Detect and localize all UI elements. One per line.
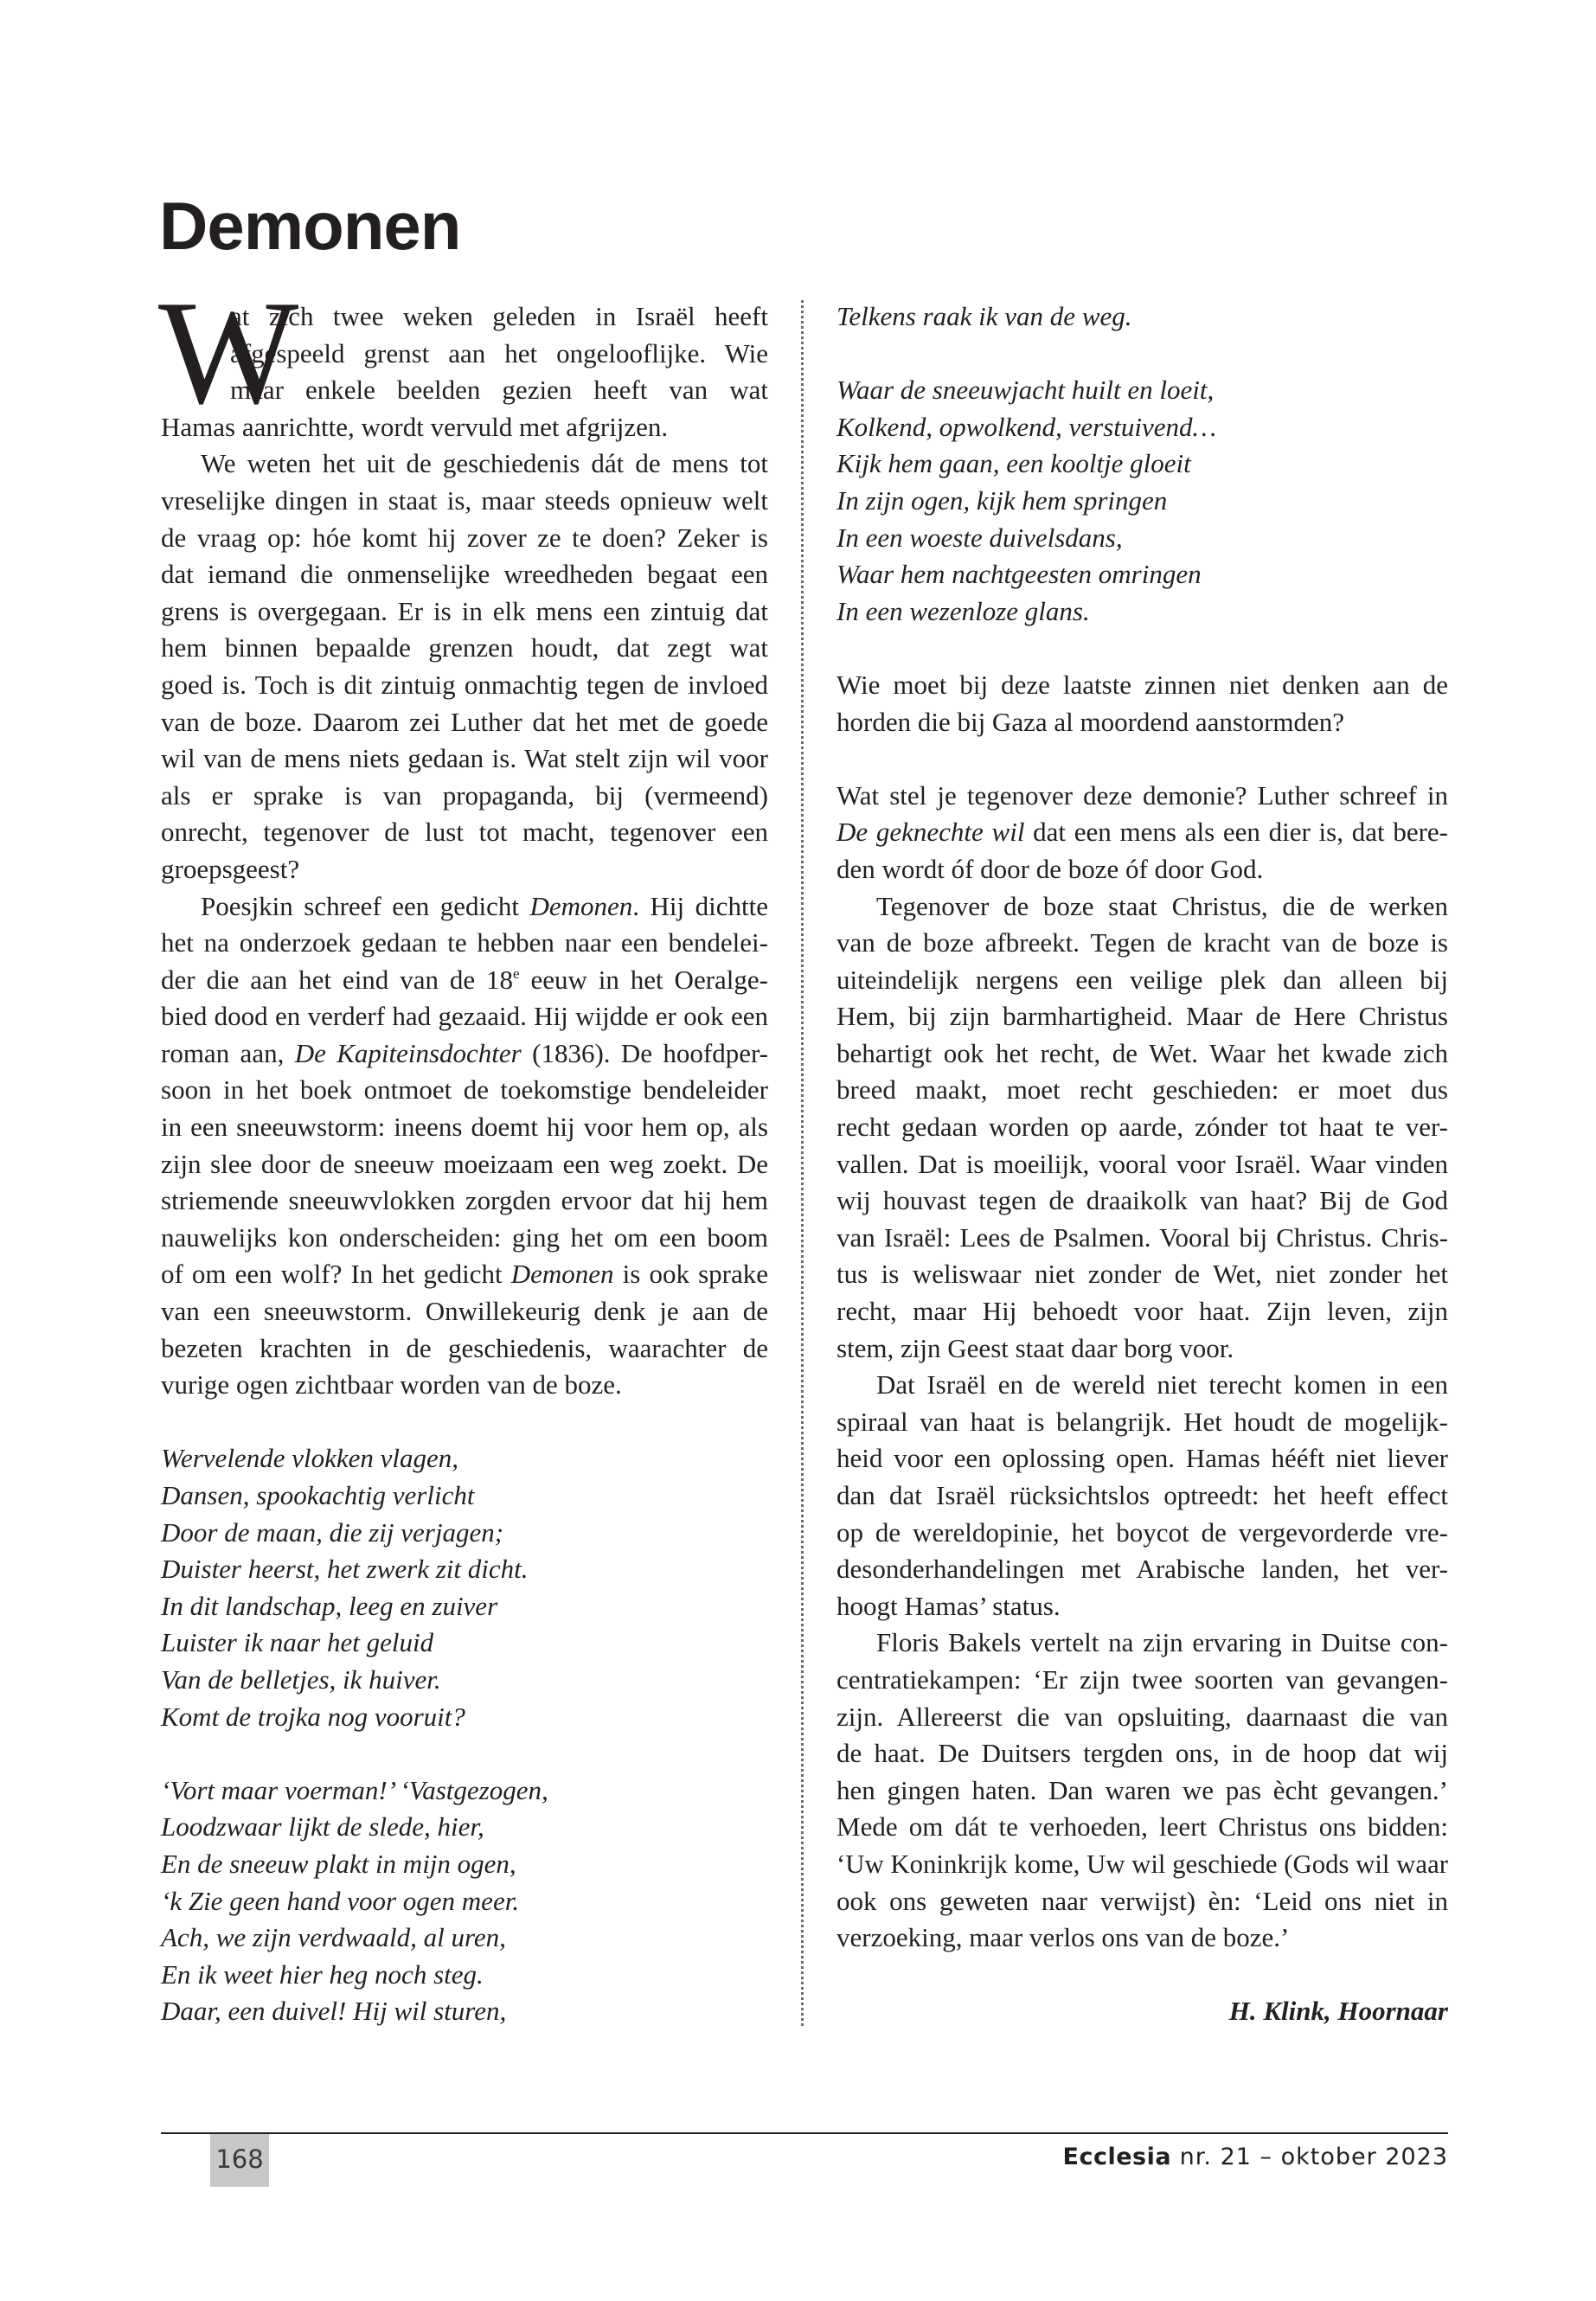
text-line: heid voor een oplossing open. Hamas hééft niet liever	[836, 1443, 1448, 1474]
italic-title: De Kapiteinsdochter	[294, 1037, 522, 1068]
text-line: de haat. De Duitsers tergden ons, in de hoop dat wij	[836, 1738, 1448, 1769]
text-segment: (1836). De hoofdper-	[521, 1037, 768, 1068]
magazine-name: Ecclesia	[1062, 2144, 1172, 2170]
text-line: van een sneeuwstorm. Onwillekeurig denk je aan de	[161, 1296, 768, 1327]
poem-line: Loodzwaar lijkt de slede, hier,	[161, 1811, 484, 1843]
text-line: van de boze afbreekt. Tegen de kracht van de boze is	[836, 927, 1448, 958]
blank-line	[161, 1404, 768, 1441]
poem-line: In zijn ogen, kijk hem springen	[836, 484, 1168, 516]
text-line: recht gedaan worden op aarde, zónder tot haat te ver-	[836, 1112, 1448, 1143]
text-line: behartigt ook het recht, de Wet. Waar het kwade zich	[836, 1037, 1448, 1068]
poem-line: Kijk hem gaan, een kooltje gloeit	[836, 448, 1191, 479]
text-line: uiteindelijk nergens een veilige plek dan alleen bij	[836, 964, 1448, 995]
column-divider	[801, 300, 804, 2026]
text-line: maar enkele beelden gezien heeft van wat	[230, 375, 768, 406]
text-line: stem, zijn Geest staat daar borg voor.	[836, 1332, 1234, 1363]
text-line: goed is. Toch is dit zintuig onmachtig tegen de invloed	[161, 669, 768, 700]
page-number: 168	[210, 2134, 269, 2187]
text-line: spiraal van haat is belangrijk. Het houdt de mogelijk-	[836, 1406, 1448, 1437]
text-line: centratiekampen: ‘Er zijn twee soorten van gevangen-	[836, 1663, 1448, 1695]
poem-line: Dansen, spookachtig verlicht	[161, 1480, 475, 1510]
italic-title: Demonen	[510, 1259, 614, 1290]
text-line: groepsgeest?	[161, 853, 300, 884]
text-line: Mede om dát te verhoeden, leert Christus ons bidden:	[836, 1811, 1448, 1843]
blank-line	[836, 336, 1448, 373]
poem-line: Duister heerst, het zwerk zit dicht.	[161, 1554, 529, 1585]
text-line: breed maakt, moet recht geschieden: er moet dus	[836, 1074, 1448, 1106]
poem-line: En ik weet hier heg noch steg.	[161, 1958, 484, 1990]
blank-line	[836, 630, 1448, 667]
text-segment: . Hij dichtte	[632, 890, 768, 921]
text-line	[161, 888, 768, 926]
poem-line: ‘Vort maar voerman!’ ‘Vastgezogen,	[161, 1774, 548, 1805]
poem-line: Luister ik naar het geluid	[161, 1627, 434, 1658]
text-line: recht, maar Hij behoedt voor haat. Zijn leven, zijn	[836, 1296, 1448, 1327]
text-line: desonderhandelingen met Arabische landen, het ver-	[836, 1554, 1448, 1585]
superscript: e	[513, 965, 520, 982]
issue-info	[1063, 2144, 1449, 2170]
italic-title: Demonen	[529, 890, 633, 921]
text-line: verzoeking, maar verlos ons van de boze.’	[836, 1922, 1290, 1953]
text-line: bezeten krachten in de geschiedenis, waarachter de	[161, 1332, 768, 1363]
issue-number: nr. 21 – oktober 2023	[1179, 2144, 1448, 2170]
text-column-left	[161, 298, 768, 2030]
text-line: hem binnen bepaalde grenzen houdt, dat zegt wat	[161, 632, 768, 663]
text-line: vallen. Dat is moeilijk, vooral voor Israël. Waar vinden	[836, 1148, 1448, 1179]
text-line: wil van de mens niets gedaan is. Wat stelt zijn wil voor	[161, 743, 768, 774]
poem-line: Daar, een duivel! Hij wil sturen,	[161, 1996, 507, 2027]
text-line: in een sneeuwstorm: ineens doemt hij voor hem op, als	[161, 1112, 768, 1143]
text-segment: Poesjkin schreef een gedicht	[201, 890, 530, 921]
text-line: We weten het uit de geschiedenis dát de mens tot	[201, 448, 768, 479]
poem-line: En de sneeuw plakt in mijn ogen,	[161, 1848, 516, 1879]
text-line	[836, 814, 1448, 851]
blank-line	[161, 1735, 768, 1772]
text-line: ook ons geweten naar verwijst) èn: ‘Leid ons niet in	[836, 1885, 1448, 1916]
text-line: onrecht, tegenover de lust tot macht, tegenover een	[161, 817, 768, 848]
poem-line: Waar de sneeuwjacht huilt en loeit,	[836, 375, 1215, 406]
italic-title: De geknechte wil	[836, 817, 1025, 848]
text-segment: roman aan,	[161, 1037, 295, 1068]
text-line: horden die bij Gaza al moordend aanstormden?	[836, 706, 1345, 737]
text-line: nauwelijks kon onderscheiden: ging het om een boom	[161, 1221, 768, 1253]
poem-line: Telkens raak ik van de weg.	[836, 301, 1132, 331]
text-segment: der die aan het eind van de 18	[161, 964, 514, 995]
poem-line: In dit landschap, leeg en zuiver	[161, 1590, 498, 1621]
text-line	[161, 1256, 768, 1293]
blank-line	[836, 1957, 1448, 1994]
poem-line: ‘k Zie geen hand voor ogen meer.	[161, 1885, 520, 1916]
poem-line: In een wezenloze glans.	[836, 595, 1090, 626]
text-line: bied dood en verderf had gezaaid. Hij wijdde er ook een	[161, 1001, 768, 1032]
text-line: tus is weliswaar niet zonder de Wet, niet zonder het	[836, 1259, 1448, 1290]
text-segment: dat een mens als een dier is, dat bere-	[1024, 817, 1448, 848]
text-line: Wat stel je tegenover deze demonie? Luther schreef in	[836, 779, 1448, 811]
author-signature: H. Klink, Hoornaar	[1228, 1996, 1448, 2027]
poem-line: Wervelende vlokken vlagen,	[161, 1443, 458, 1474]
text-line: hen gingen haten. Dan waren we pas ècht gevangen.’	[836, 1774, 1448, 1805]
text-line: de vraag op: hóe komt hij zover ze te doen? Zeker is	[161, 522, 768, 553]
drop-cap: W	[158, 271, 299, 435]
text-line: Dat Israël en de wereld niet terecht komen in een	[876, 1369, 1448, 1400]
text-line: vreselijke dingen in staat is, maar steeds opnieuw welt	[161, 484, 768, 516]
text-line: Hamas aanrichtte, wordt vervuld met afgrijzen.	[161, 411, 669, 442]
poem-line: In een woeste duivelsdans,	[836, 522, 1123, 553]
text-segment: eeuw in het Oeralge-	[519, 964, 768, 995]
text-line: Hem, bij zijn barmhartigheid. Maar de Here Christus	[836, 1001, 1448, 1032]
text-line: afgespeeld grenst aan het ongelooflijke. Wie	[230, 337, 768, 369]
footer-rule	[161, 2132, 1448, 2134]
text-line: dat iemand die onmenselijke wreedheden begaat een	[161, 559, 768, 590]
text-line: Floris Bakels vertelt na zijn ervaring in Duitse con-	[876, 1627, 1448, 1658]
text-line: ‘Uw Koninkrijk kome, Uw wil geschiede (Gods wil waar	[836, 1848, 1448, 1879]
text-line: Tegenover de boze staat Christus, die de werken	[876, 890, 1448, 921]
text-line: soon in het boek ontmoet de toekomstige bendeleider	[161, 1074, 768, 1106]
text-line: wij houvast tegen de draaikolk van haat? Bij de God	[836, 1185, 1448, 1216]
text-line: hoogt Hamas’ status.	[836, 1590, 1061, 1621]
poem-line: Waar hem nachtgeesten omringen	[836, 559, 1202, 590]
blank-line	[836, 740, 1448, 778]
text-segment: is ook sprake	[613, 1259, 768, 1290]
poem-line: Kolkend, opwolkend, verstuivend…	[836, 411, 1217, 442]
poem-line: Komt de trojka nog vooruit?	[161, 1701, 465, 1732]
poem-line: Ach, we zijn verdwaald, al uren,	[161, 1922, 506, 1953]
poem-line: Door de maan, die zij verjagen;	[161, 1516, 504, 1548]
text-line	[161, 1035, 768, 1073]
text-line: den wordt óf door de boze óf door God.	[836, 853, 1264, 884]
text-line: als er sprake is van propaganda, bij (vermeend)	[161, 779, 768, 811]
text-line: striemende sneeuwvlokken zorgden ervoor dat hij hem	[161, 1185, 768, 1216]
text-line: dan dat Israël rücksichtslos optreedt: het heeft effect	[836, 1480, 1448, 1510]
text-line: op de wereldopinie, het boycot de vergevorderde vre-	[836, 1516, 1448, 1548]
article-title: Demonen	[159, 188, 461, 264]
text-column-right	[836, 298, 1448, 2030]
text-line: zijn. Allereerst die van opsluiting, daarnaast die van	[836, 1701, 1448, 1732]
text-line: zijn slee door de sneeuw moeizaam een weg zoekt. De	[161, 1148, 768, 1179]
text-line: Wie moet bij deze laatste zinnen niet denken aan de	[836, 669, 1448, 700]
text-line: grens is overgegaan. Er is in elk mens een zintuig dat	[161, 595, 768, 626]
text-segment: of om een wolf? In het gedicht	[161, 1259, 511, 1290]
text-line: van Israël: Lees de Psalmen. Vooral bij Christus. Chris-	[836, 1221, 1448, 1253]
poem-line: Van de belletjes, ik huiver.	[161, 1663, 441, 1695]
text-line: het na onderzoek gedaan te hebben naar een bendelei-	[161, 927, 768, 958]
text-line	[161, 962, 768, 999]
text-line: at zich twee weken geleden in Israël heeft	[230, 301, 768, 331]
text-line: van de boze. Daarom zei Luther dat het met de goede	[161, 706, 768, 737]
text-line: vurige ogen zichtbaar worden van de boze.	[161, 1369, 622, 1400]
